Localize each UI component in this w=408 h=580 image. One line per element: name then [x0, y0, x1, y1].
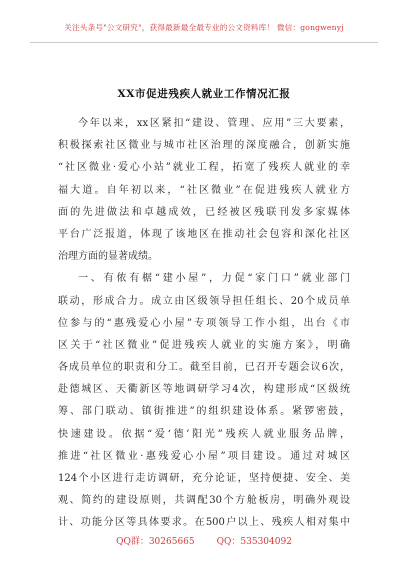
body-line: “社区微业·爱心小站”就业工程，拓宽了残疾人就业的幸 — [58, 162, 350, 174]
document-body — [58, 113, 350, 535]
body-line: 平台广泛报道，体现了该地区在推动社会包容和深化社区 — [58, 228, 350, 240]
body-line: 区关于“社区微业”促进残疾人就业的实施方案》，明确 — [58, 339, 350, 351]
body-line: 各成员单位的职责和分工。截至目前，已召开专题会议6次， — [58, 362, 350, 374]
body-line: 124个小区进行走访调研，充分论证，坚持便捷、安全、美 — [58, 473, 350, 484]
header-divider — [30, 42, 378, 43]
body-line: 治理方面的显著成绩。 — [58, 251, 158, 263]
body-line: 推进“社区微业·惠残爱心小屋”项目建设。通过对城区 — [58, 450, 350, 462]
document-title: XX市促进残疾人就业工作情况汇报 — [117, 88, 291, 100]
body-line: 福大道。自年初以来，“社区微业”在促进残疾人就业方 — [58, 184, 350, 196]
body-line: 赴德城区、天衢新区等地调研学习4次，构建形成“区级统 — [58, 384, 350, 396]
footer-qq-group: QQ群：30265665 — [116, 537, 195, 547]
body-line: 积极探索社区微业与城市社区治理的深度融合，创新实施 — [58, 140, 350, 152]
body-line: 一、有侬有椐“建小屋”，力促“家门口”就业部门 — [78, 273, 350, 285]
body-line: 计、功能分区等具体要求。在500户以上、残疾人相对集中 — [58, 517, 350, 529]
body-line: 观、简约的建设原则，共调配30个方舱板房，明确外观设 — [58, 495, 350, 507]
body-line: 快速建设。依据“爱‘德’阳光”残疾人就业服务品牌， — [58, 428, 350, 440]
body-line: 联动，形成合力。成立由区级领导担任组长、20个成员单 — [58, 295, 350, 307]
body-line: 位参与的“惠残爱心小屋”专项领导工作小组，出台《市 — [58, 317, 350, 329]
header-banner: 关注头条号"公文研究"，获得最新最全最专业的公文资料库！ 微信：gongwenyj — [64, 23, 344, 32]
footer-qq-number: QQ：535304092 — [216, 537, 292, 547]
body-line: 筹、部门联动、镇街推进”的组织建设体系。紧锣密鼓， — [58, 406, 350, 418]
body-line: 面的先进做法和卓越成效，已经被区残联刊发多家媒体 — [58, 206, 350, 218]
body-line: 今年以来，xx区紧扣“建设、管理、应用”三大要素， — [78, 118, 350, 129]
footer-contact — [0, 534, 408, 547]
